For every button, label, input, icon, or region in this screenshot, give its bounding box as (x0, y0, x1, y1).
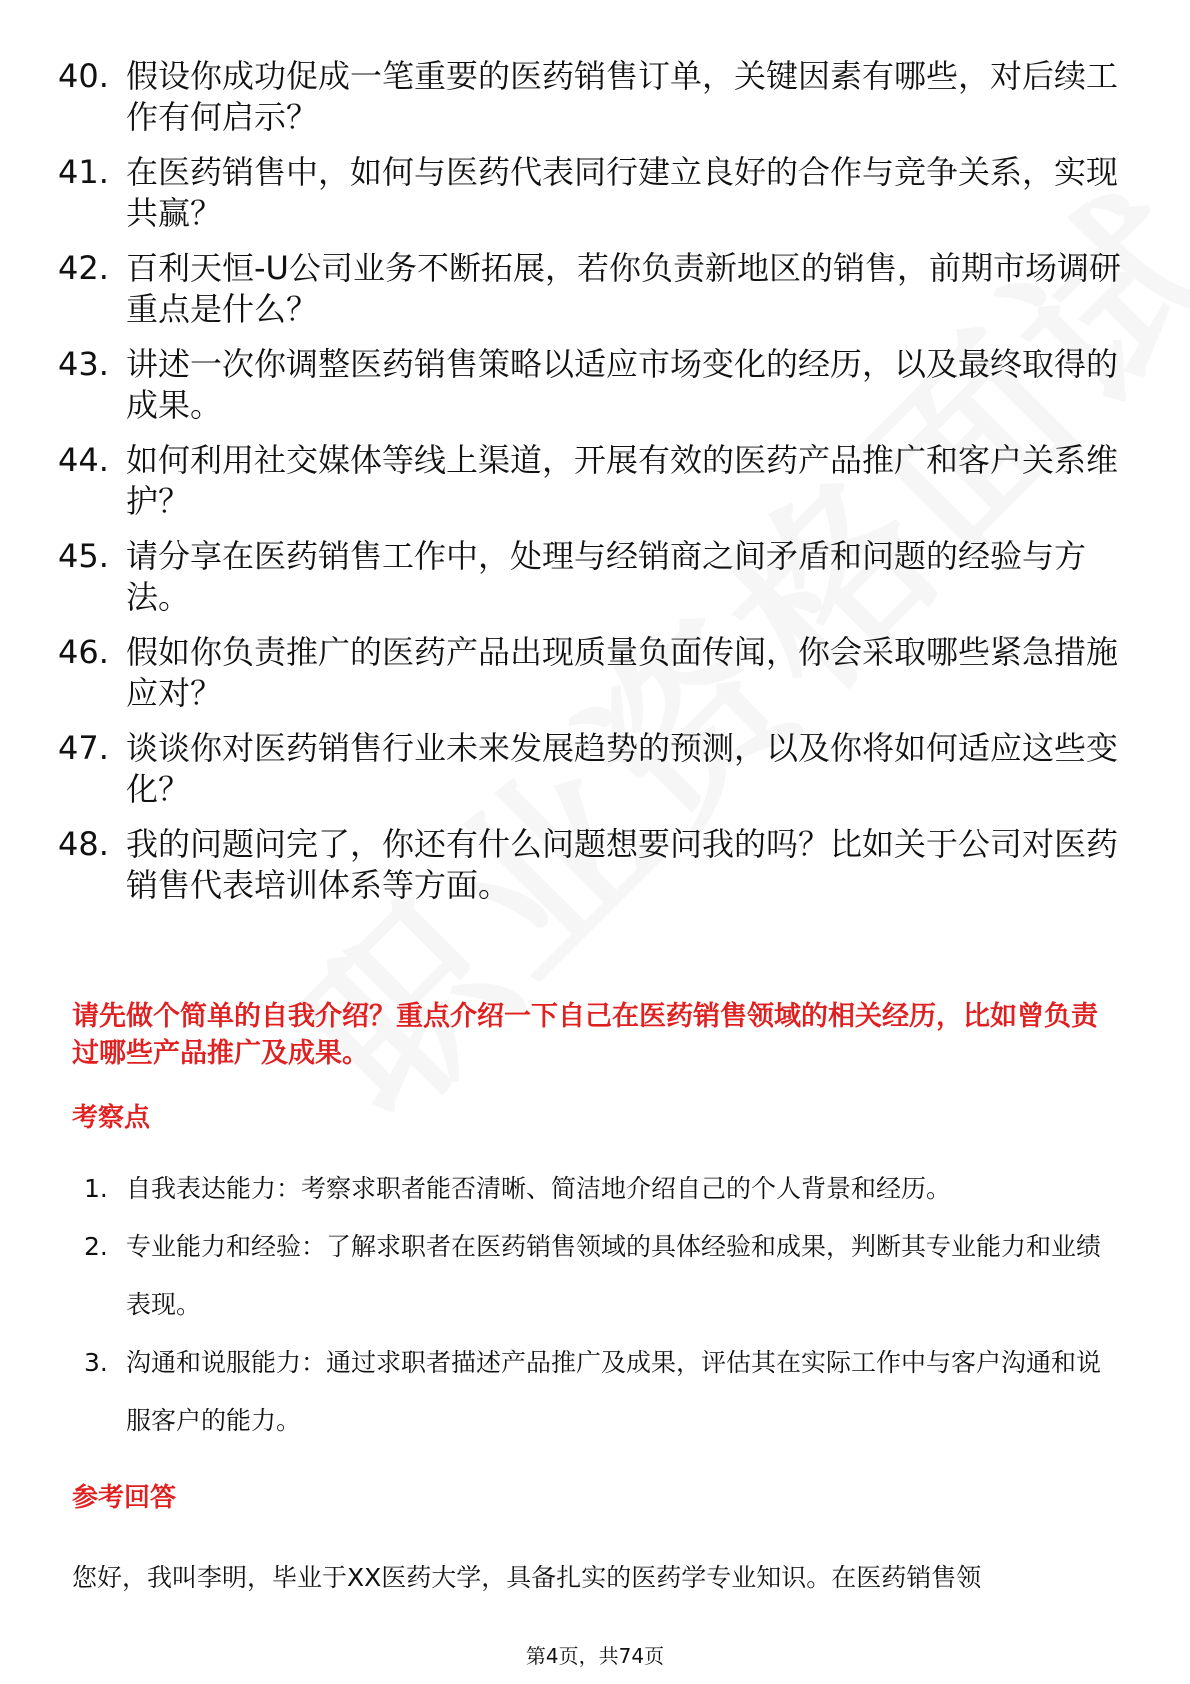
points-list (84, 1160, 1124, 1450)
list-item (58, 824, 1138, 906)
list-item (58, 152, 1138, 234)
list-item (58, 728, 1138, 810)
question-text: 请分享在医药销售工作中，处理与经销商之间矛盾和问题的经验与方法。 (126, 537, 1087, 616)
question-number: 46. (58, 633, 109, 671)
list-item (58, 536, 1138, 618)
point-number: 3. (84, 1348, 108, 1377)
list-item (58, 56, 1138, 138)
list-item (84, 1334, 1124, 1450)
page-footer: 第4页，共74页 (525, 1644, 665, 1668)
list-item (84, 1218, 1124, 1334)
question-list (58, 56, 1138, 920)
list-item (84, 1160, 1124, 1218)
answer-paragraph: 您好，我叫李明，毕业于XX医药大学，具备扎实的医药学专业知识。在医药销售领 (72, 1563, 982, 1592)
question-text: 讲述一次你调整医药销售策略以适应市场变化的经历，以及最终取得的成果。 (126, 345, 1119, 424)
question-text: 我的问题问完了，你还有什么问题想要问我的吗？比如关于公司对医药销售代表培训体系等方面。 (126, 825, 1119, 904)
question-number: 44. (58, 441, 109, 479)
question-number: 40. (58, 57, 109, 95)
highlight-question: 请先做个简单的自我介绍？重点介绍一下自己在医药销售领域的相关经历，比如曾负责过哪些产品推广及成果。 (72, 1001, 1098, 1069)
question-text: 假设你成功促成一笔重要的医药销售订单，关键因素有哪些，对后续工作有何启示？ (126, 57, 1119, 136)
point-text: 沟通和说服能力：通过求职者描述产品推广及成果，评估其在实际工作中与客户沟通和说服客户的能力。 (126, 1348, 1102, 1435)
question-text: 谈谈你对医药销售行业未来发展趋势的预测，以及你将如何适应这些变化？ (126, 729, 1119, 808)
point-text: 自我表达能力：考察求职者能否清晰、简洁地介绍自己的个人背景和经历。 (126, 1174, 952, 1203)
section-heading-points: 考察点 (72, 1103, 151, 1133)
point-text: 专业能力和经验：了解求职者在医药销售领域的具体经验和成果，判断其专业能力和业绩表现。 (126, 1232, 1102, 1319)
question-number: 42. (58, 249, 109, 287)
point-number: 2. (84, 1232, 108, 1261)
question-text: 假如你负责推广的医药产品出现质量负面传闻，你会采取哪些紧急措施应对？ (126, 633, 1119, 712)
section-heading-answer: 参考回答 (72, 1483, 177, 1513)
question-number: 47. (58, 729, 109, 767)
question-number: 43. (58, 345, 109, 383)
list-item (58, 440, 1138, 522)
question-text: 百利天恒-U公司业务不断拓展，若你负责新地区的销售，前期市场调研重点是什么？ (126, 249, 1121, 328)
question-number: 41. (58, 153, 109, 191)
question-number: 45. (58, 537, 109, 575)
point-number: 1. (84, 1174, 108, 1203)
question-number: 48. (58, 825, 109, 863)
list-item (58, 344, 1138, 426)
question-text: 在医药销售中，如何与医药代表同行建立良好的合作与竞争关系，实现共赢？ (126, 153, 1119, 232)
list-item (58, 248, 1138, 330)
list-item (58, 632, 1138, 714)
question-text: 如何利用社交媒体等线上渠道，开展有效的医药产品推广和客户关系维护？ (126, 441, 1119, 520)
